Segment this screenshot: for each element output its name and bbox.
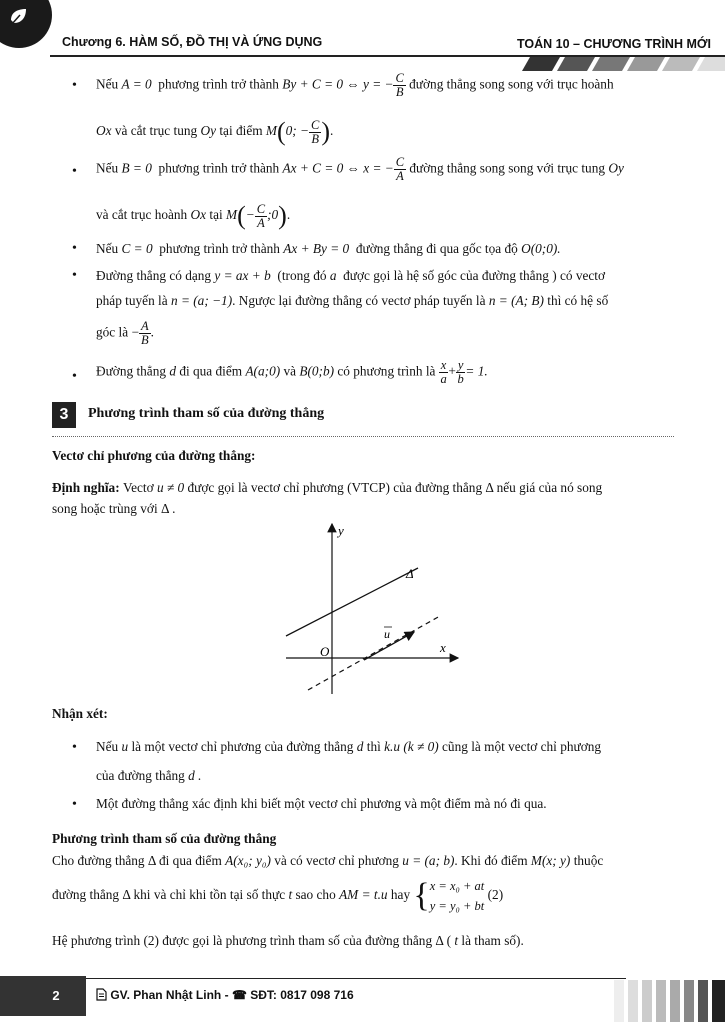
remark-1: Nếu u là một vectơ chỉ phương của đường thẳng d thì k.u (k ≠ 0) cũng là một vectơ chỉ phương [96, 739, 602, 754]
origin-label: O [320, 644, 330, 659]
bullet-dot: • [72, 740, 77, 755]
page-footer [0, 976, 725, 1024]
bullet-dot: • [72, 268, 77, 283]
brand-logo [0, 0, 52, 48]
param-system: x = x₀ + at y = y₀ + bt [429, 879, 485, 913]
param-line-2: đường thẳng Δ khi và chỉ khi tồn tại số thực t sao cho AM = t.u hay {x = x₀ + at y = y₀ + bt (2) [52, 877, 504, 914]
bullet-line-4c: góc là − $\frac{A}{B}$ . [96, 319, 154, 348]
page-header [0, 0, 725, 70]
bullet-line-1b: Ox và cắt trục tung Oy tại điểm M(0; − $\frac{C}{B}$ ). [96, 117, 334, 146]
param-line-1: Cho đường thẳng Δ đi qua điểm A(x₀; y₀) và có vectơ chỉ phương u = (a; b). Khi đó điểm M(x; y) thuộc [52, 853, 604, 868]
definition: Định nghĩa: Vectơ u ≠ 0 được gọi là vectơ chỉ phương (VTCP) của đường thẳng Δ nếu giá của nó song song hoặc trùng với Δ . [52, 480, 603, 516]
delta-label: Δ [406, 566, 414, 581]
delta-line [286, 568, 418, 636]
bullet-dot: • [72, 164, 77, 179]
bullet-line-4b: pháp tuyến là n = (a; −1). Ngược lại đường thẳng có vectơ pháp tuyến là n = (A; B) thì có hệ số [96, 293, 609, 308]
section-divider [52, 436, 674, 437]
phone-number: ☎ SĐT: 0817 098 716 [231, 988, 354, 1002]
chapter-title: Chương 6. HÀM SỐ, ĐỒ THỊ VÀ ỨNG DỤNG [62, 35, 323, 49]
header-stripes [520, 57, 725, 71]
remark-1b: của đường thẳng d . [96, 768, 202, 783]
leaf-logo-icon [8, 6, 30, 28]
param-heading: Phương trình tham số của đường thẳng [52, 831, 277, 846]
u-label: u [384, 627, 390, 641]
param-line-3: Hệ phương trình (2) được gọi là phương trình tham số của đường thẳng Δ ( t là tham số). [52, 933, 524, 948]
direction-vector-figure [280, 518, 470, 698]
footer-rule [86, 978, 626, 979]
author-info: GV. Phan Nhật Linh - ☎ SĐT: 0817 098 716 [96, 988, 354, 1002]
remarks-heading: Nhận xét: [52, 706, 108, 721]
bullet-dot: • [72, 241, 77, 256]
bullet-line-1: Nếu A = 0 phương trình trở thành By + C = 0 ⇔ y = − $\frac{C}{B}$ đường thẳng song song với trục hoành [96, 71, 614, 100]
vtcp-heading: Vectơ chỉ phương của đường thẳng: [52, 448, 256, 463]
bullet-line-2: Nếu B = 0 phương trình trở thành Ax + C = 0 ⇔ x = − $\frac{C}{A}$ đường thẳng song song với trục tung Oy [96, 155, 624, 184]
page-number-box [0, 976, 86, 1016]
course-title: TOÁN 10 – CHƯƠNG TRÌNH MỚI [517, 37, 711, 51]
footer-bars [612, 980, 725, 1022]
bullet-line-2b: và cắt trục hoành Ox tại M(− $\frac{C}{A}$ ;0). [96, 201, 291, 230]
section-title: Phương trình tham số của đường thẳng [88, 406, 325, 421]
bullet-dot: • [72, 78, 77, 93]
section-number: 3 [52, 402, 76, 428]
bullet-line-3: Nếu C = 0 phương trình trở thành Ax + By = 0 đường thẳng đi qua gốc tọa độ O(0;0). [96, 241, 561, 256]
page-number: 2 [52, 988, 60, 1003]
bullet-line-4: Đường thẳng có dạng y = ax + b (trong đó a được gọi là hệ số góc của đường thẳng ) có vectơ [96, 268, 606, 283]
bullet-dot: • [72, 369, 77, 384]
x-label: x [440, 640, 446, 655]
remark-2: Một đường thẳng xác định khi biết một vectơ chỉ phương và một điểm mà nó đi qua. [96, 796, 547, 811]
bullet-dot: • [72, 797, 77, 812]
author-name: GV. Phan Nhật Linh [110, 988, 222, 1002]
bullet-line-5: Đường thẳng d đi qua điểm A(a;0) và B(0;b) có phương trình là $\frac{x}{a}$ + $\frac{y}{b}$ = 1. [96, 358, 488, 387]
fraction: $\frac{C}{B}$ [395, 71, 404, 100]
y-label: y [338, 523, 344, 538]
document-icon [96, 988, 107, 1001]
